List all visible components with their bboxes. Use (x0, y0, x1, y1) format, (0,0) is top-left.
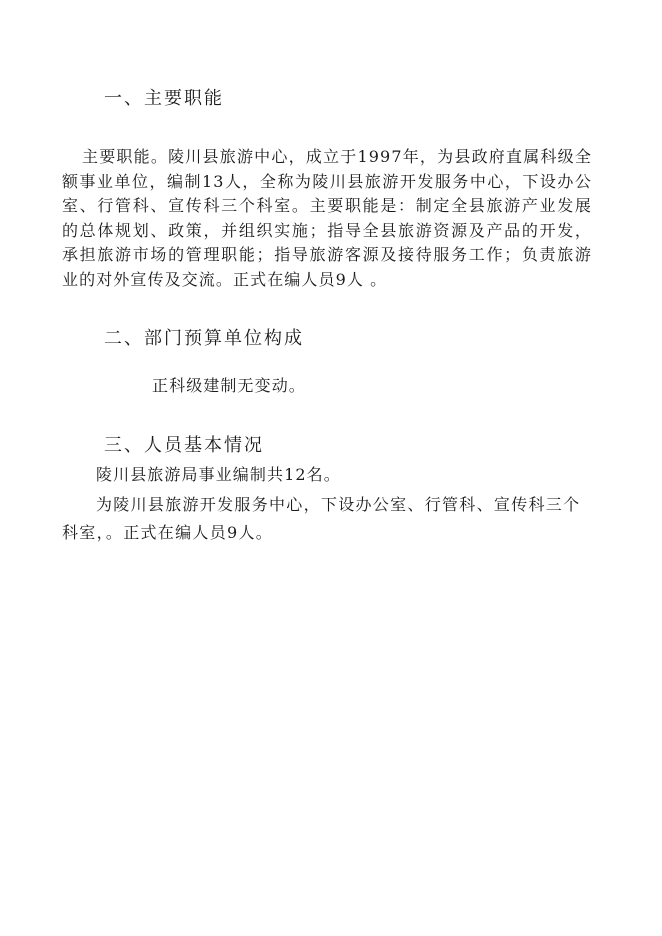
section3-heading: 三、人员基本情况 (104, 435, 264, 456)
section1-body: 主要职能。陵川县旅游中心，成立于1997年，为县政府直属科级全额事业单位，编制13人，全称为陵川县旅游开发服务中心，下设办公室、行管科、宣传科三个科室。主要职能是：制定全县旅游产业发展的总体规划、政策，并组织实施；指导全县旅游资源及产品的开发，承担旅游市场的管理职能；指导旅游客源及接待服务工作；负责旅游业的对外宣传及交流。正式在编人员9人 。 (62, 147, 592, 289)
section1-heading: 一、主要职能 (104, 88, 224, 109)
section3-line2: 为陵川县旅游开发服务中心，下设办公室、行管科、宣传科三个科室，。正式在编人员9人。 (62, 495, 581, 542)
section3-line1: 陵川县旅游局事业编制共12名。 (96, 465, 341, 484)
section2-body: 正科级建制无变动。 (152, 376, 306, 395)
section2-heading: 二、部门预算单位构成 (104, 328, 304, 349)
